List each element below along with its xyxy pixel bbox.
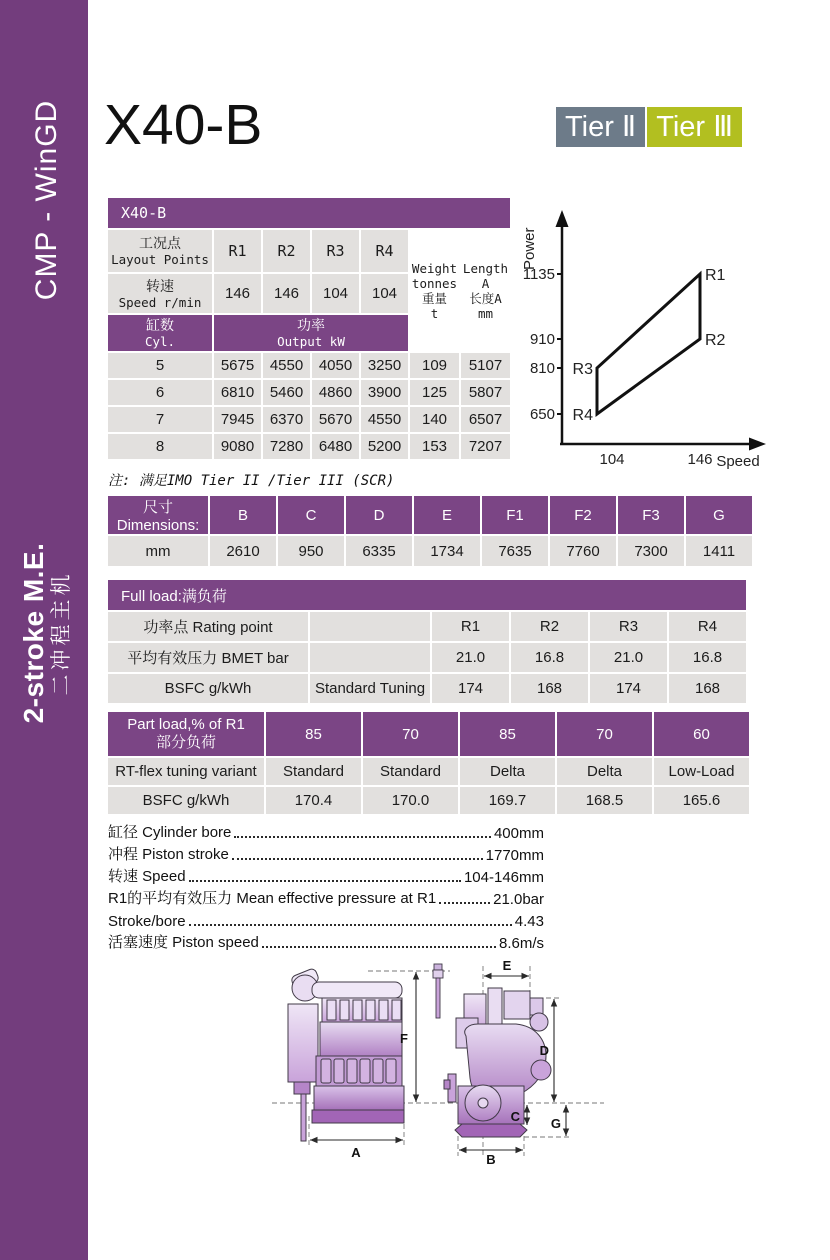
empty-cell [310,643,430,672]
bmet-val: 16.8 [511,643,588,672]
spec-value: 4.43 [514,913,544,930]
rating-point-row [108,612,746,641]
dim-val: 7300 [618,536,684,566]
variant-label: RT-flex tuning variant [108,758,264,785]
point-label-r1: R1 [705,267,726,284]
full-load-title-row [108,580,746,610]
y-tick: 1135 [522,266,555,283]
dim-col-g: G [686,496,752,534]
spec-value: 21.0bar [493,891,544,908]
variant-val: Standard [363,758,458,785]
bmet-val: 21.0 [590,643,667,672]
bsfc-val: 168 [669,674,746,703]
dim-col-f2: F2 [550,496,616,534]
dot-leader [189,924,512,926]
dim-val: 1411 [686,536,752,566]
full-load-table [106,578,748,705]
cyl-count: 8 [108,434,212,459]
engine-type-block [19,543,75,724]
dim-val: 6335 [346,536,412,566]
bsfc-label: BSFC g/kWh [108,674,308,703]
dim-label-c: C [510,1109,520,1124]
layout-points-row [108,230,510,272]
speed-r4: 104 [361,274,408,313]
output-cell: 5675 [214,353,261,378]
y-tick: 650 [529,406,555,423]
part-bsfc-val: 170.4 [266,787,361,814]
point-header-r2: R2 [263,230,310,272]
engine-front-view [444,988,551,1137]
tier2-badge: Tier Ⅱ [556,107,645,147]
part-bsfc-val: 169.7 [460,787,555,814]
load-pct: 60 [654,712,749,756]
output-label: 功率 Output kW [214,315,408,351]
tuning-cell: Standard Tuning [310,674,430,703]
y-tick: 810 [529,360,555,377]
spec-value: 104-146mm [463,869,544,886]
bmet-row [108,643,746,672]
layout-points-label: 工况点 Layout Points [108,230,212,272]
speed-r1: 146 [214,274,261,313]
variant-val: Delta [460,758,555,785]
weight-cell: 109 [410,353,459,378]
point-header-r1: R1 [214,230,261,272]
dim-col-c: C [278,496,344,534]
output-cell: 3900 [361,380,408,405]
cyl-row-7 [108,407,510,432]
speed-label: 转速 Speed r/min [108,274,212,313]
dot-leader [439,902,490,904]
part-bsfc-label: BSFC g/kWh [108,787,264,814]
spec-value: 1770mm [485,847,544,864]
output-cell: 6480 [312,434,359,459]
dot-leader [234,836,491,838]
dim-label-f: F [400,1031,408,1046]
imo-note: 注: 满足IMO Tier II /Tier III (SCR) [108,473,395,489]
dim-col-b: B [210,496,276,534]
dim-label-e: E [502,958,512,973]
part-load-table [106,710,751,816]
dim-label-a: A [351,1145,361,1160]
output-cell: 4550 [361,407,408,432]
output-cell: 3250 [361,353,408,378]
rating-label: 功率点 Rating point [108,612,308,641]
part-bsfc-row [108,787,749,814]
spec-line-mep [108,886,544,908]
dim-label-g: G [550,1116,561,1131]
dim-val: 7760 [550,536,616,566]
engine-type-cn: 二冲程主机 [50,570,73,696]
dim-col-d: D [346,496,412,534]
engine-drawing [268,958,608,1166]
variant-val: Low-Load [654,758,749,785]
output-cell: 6810 [214,380,261,405]
dim-val: 1734 [414,536,480,566]
weight-cell: 153 [410,434,459,459]
spec-list [108,820,544,952]
sidebar [0,0,88,1260]
tier-badges [556,107,742,147]
spec-line-bore [108,820,544,842]
engine-side-view [288,968,404,1141]
output-cell: 7945 [214,407,261,432]
output-cell: 5670 [312,407,359,432]
y-axis-arrow [556,210,569,227]
spec-line-speed [108,864,544,886]
weight-cell: 125 [410,380,459,405]
part-bsfc-val: 168.5 [557,787,652,814]
spec-label: R1的平均有效压力 Mean effective pressure at R1 [108,890,437,907]
part-load-header-row [108,712,749,756]
dimensions-table [106,494,754,568]
load-pct: 85 [266,712,361,756]
engine-type-en: 2-stroke M.E. [18,542,49,724]
load-pct: 85 [460,712,555,756]
rating-r2: R2 [511,612,588,641]
brand-vertical-text: CMP - WinGD [30,99,63,301]
cyl-count: 6 [108,380,212,405]
dim-label-d: D [539,1043,549,1058]
rating-r1: R1 [432,612,509,641]
length-cell: 7207 [461,434,510,459]
dim-unit: mm [108,536,208,566]
load-pct: 70 [363,712,458,756]
bsfc-val: 174 [590,674,667,703]
spec-line-stroke [108,842,544,864]
cyl-count: 5 [108,353,212,378]
output-cell: 4860 [312,380,359,405]
dot-leader [189,880,461,882]
point-label-r4: R4 [572,407,593,424]
tier3-badge: Tier Ⅲ [647,107,742,147]
y-tick: 910 [529,331,555,348]
rating-r3: R3 [590,612,667,641]
dimensions-header-row [108,496,752,534]
variant-val: Delta [557,758,652,785]
part-bsfc-val: 165.6 [654,787,749,814]
spec-label: Stroke/bore [108,913,186,930]
table-title: X40-B [108,198,510,228]
power-speed-chart [520,198,820,490]
speed-r3: 104 [312,274,359,313]
dim-col-f3: F3 [618,496,684,534]
point-header-r3: R3 [312,230,359,272]
bmet-val: 21.0 [432,643,509,672]
spec-label: 活塞速度 Piston speed [108,934,259,951]
speed-r2: 146 [263,274,310,313]
x-tick: 146 [687,451,713,468]
x-axis-arrow [749,438,766,451]
point-header-r4: R4 [361,230,408,272]
y-axis-label: Power [521,227,538,270]
bmet-val: 16.8 [669,643,746,672]
dim-label-b: B [486,1152,496,1166]
spec-line-piston-speed [108,930,544,952]
cyl-row-6 [108,380,510,405]
variant-val: Standard [266,758,361,785]
cyl-label: 缸数 Cyl. [108,315,212,351]
weight-header: Weight tonnes 重量 t [410,230,459,351]
layout-field-polygon [597,274,700,414]
bmet-label: 平均有效压力 BMET bar [108,643,308,672]
spec-label: 冲程 Piston stroke [108,846,229,863]
rating-r4: R4 [669,612,746,641]
layout-points-table [106,196,512,461]
bsfc-val: 168 [511,674,588,703]
output-cell: 5460 [263,380,310,405]
length-cell: 5807 [461,380,510,405]
cyl-row-8 [108,434,510,459]
dot-leader [232,858,483,860]
dim-col-e: E [414,496,480,534]
dimensions-label: 尺寸Dimensions: [108,496,208,534]
x-tick: 104 [599,451,625,468]
cyl-count: 7 [108,407,212,432]
weight-cell: 140 [410,407,459,432]
dim-col-f1: F1 [482,496,548,534]
part-bsfc-val: 170.0 [363,787,458,814]
cyl-row-5 [108,353,510,378]
table-title-row [108,198,510,228]
page-title: X40-B [104,93,263,157]
length-cell: 6507 [461,407,510,432]
full-load-title: Full load:满负荷 [108,580,746,610]
spec-value: 400mm [493,825,544,842]
bsfc-row [108,674,746,703]
empty-cell [310,612,430,641]
bsfc-val: 174 [432,674,509,703]
part-load-title: Part load,% of R1 部分负荷 [108,712,264,756]
length-cell: 5107 [461,353,510,378]
point-label-r3: R3 [572,361,593,378]
output-cell: 5200 [361,434,408,459]
x-axis-label: Speed [716,453,760,470]
spec-label: 缸径 Cylinder bore [108,824,232,841]
dim-val: 2610 [210,536,276,566]
output-cell: 4550 [263,353,310,378]
output-cell: 4050 [312,353,359,378]
spec-line-stroke-bore [108,908,544,930]
spec-value: 8.6m/s [498,935,544,952]
dot-leader [262,946,496,948]
output-cell: 7280 [263,434,310,459]
dimensions-value-row [108,536,752,566]
output-cell: 6370 [263,407,310,432]
dim-val: 950 [278,536,344,566]
length-header: Length A 长度A mm [461,230,510,351]
output-cell: 9080 [214,434,261,459]
tuning-variant-row [108,758,749,785]
dim-val: 7635 [482,536,548,566]
piston-tool [433,964,443,1018]
load-pct: 70 [557,712,652,756]
spec-label: 转速 Speed [108,868,186,885]
point-label-r2: R2 [705,332,726,349]
